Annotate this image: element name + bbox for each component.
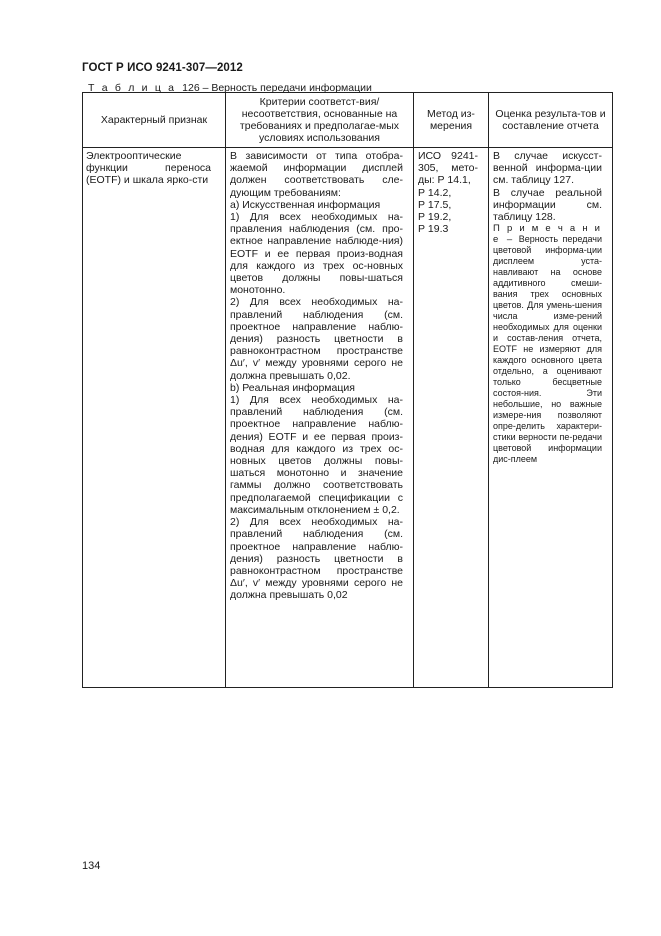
header-method: Метод из-мерения [414,93,489,148]
method-line: Р 19.2, [418,211,452,224]
method-line: Р 19.3 [418,223,449,236]
header-feature: Характерный признак [83,93,226,148]
note-text: Верность передачи цветовой информа-ции дисплеем уста-навливают на основе аддитивного смеши-вания трех основных цветов. Для умень-шения числа изме-рений необходимых для оценки и состав-ления отчета, EOTF не измеряют для каждого основного цвета отдельно, а оценивают только бесцветные состоя-ния. Эти небольшие, но важные измере-ния позволяют опре-делить характери-стики верности пе-редачи цветовой информации дис-плеем [493,234,602,465]
evaluation-note [493,223,602,465]
table-header-row [83,93,613,148]
criteria-paragraph: b) Реальная информация [230,381,355,394]
cell-method [414,148,489,688]
header-criteria: Критерии соответст-вия/несоответствия, основанные на требованиях и предполагае-мых условиях использования [226,93,414,148]
cell-feature [83,148,226,688]
method-line: ИСО 9241-305, мето-ды: Р 14.1, [418,150,478,187]
fidelity-table [82,92,613,688]
cell-evaluation [489,148,613,688]
evaluation-artificial: В случае искусст-венной информа-ции см. таблицу 127. [493,150,602,187]
criteria-paragraph: 1) Для всех необходимых на-правлений наблюдения (см. проектное направление наблю-дения) EOTF и ее первая произ-водная для каждого из трех ос-новных цветов должны повы-шаться монотонно и значение гаммы должно соответствовать предполагаемой спецификации с максимальным отклонением ± 0,2. [230,394,403,516]
criteria-paragraph: В зависимости от типа отобра-жаемой информации дисплей должен соответствовать сле-дующим требованиям: [230,150,403,199]
method-line: Р 14.2, [418,186,452,199]
note-title: П р и м е ч а н и е – [493,223,602,246]
feature-text: Электрооптические функции переноса (EOTF) и шкала ярко-сти [86,150,211,187]
cell-criteria [226,148,414,688]
criteria-paragraph: 1) Для всех необходимых на-правления наблюдения (см. про-ектное направление наблюде-ния) EOTF и ее первая произ-водная для каждого из трех ос-новных цветов должны повы-шаться монотонно. [230,211,403,297]
evaluation-real: В случае реальной информации см. таблицу 128. [493,186,602,224]
criteria-paragraph: a) Искусственная информация [230,198,381,211]
criteria-paragraph: 2) Для всех необходимых на-правлений наблюдения (см. проектное направление наблю-дения) разность цветности в равноконтрастном пространстве Δu′, v′ между уровнями серого не должна превышать 0,02. [230,296,403,382]
document-header: ГОСТ Р ИСО 9241-307—2012 [82,62,243,74]
method-line: Р 17.5, [418,198,452,211]
table-row [83,148,613,688]
page-number: 134 [82,860,101,872]
table-caption-text: 126 – Верность передачи информации [182,82,372,94]
table-caption-prefix: Т а б л и ц а [88,82,177,94]
header-evaluation: Оценка результа-тов и составление отчета [489,93,613,148]
criteria-paragraph: 2) Для всех необходимых на-правлений наблюдения (см. проектное направление наблю-дения) разность цветности в равноконтрастном пространстве Δu′, v′ между уровнями серого не должна превышать 0,02 [230,516,403,602]
